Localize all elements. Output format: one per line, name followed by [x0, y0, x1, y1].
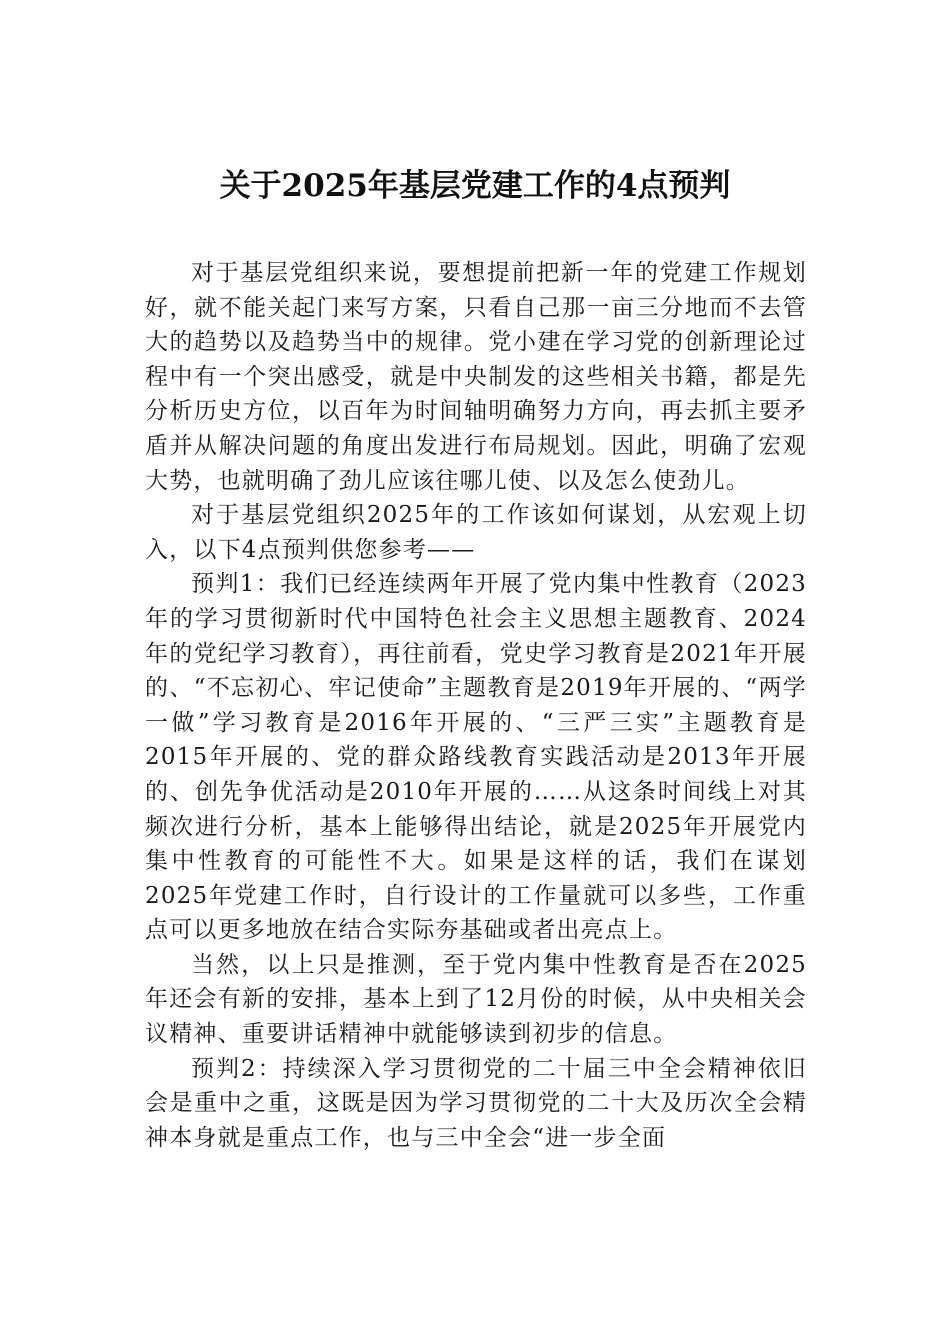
paragraph-prediction-2: 预判2：持续深入学习贯彻党的二十届三中全会精神依旧会是重中之重，这既是因为学习贯彻党的二十大及历次全会精神本身就是重点工作，也与三中全会“进一步全面 [145, 1055, 807, 1151]
document-body [145, 256, 807, 1155]
document-title: 关于2025年基层党建工作的4点预判 [219, 168, 731, 204]
paragraph-intro: 对于基层党组织来说，要想提前把新一年的党建工作规划好，就不能关起门来写方案，只看自己那一亩三分地而不去管大的趋势以及趋势当中的规律。党小建在学习党的创新理论过程中有一个突出感受，就是中央制发的这些相关书籍，都是先分析历史方位，以百年为时间轴明确努力方向，再去抓主要矛盾并从解决问题的角度出发进行布局规划。因此，明确了宏观大势，也就明确了劲儿应该往哪儿使、以及怎么使劲儿。 [145, 260, 807, 494]
paragraph-prediction-1-note: 当然，以上只是推测，至于党内集中性教育是否在2025年还会有新的安排，基本上到了12月份的时候，从中央相关会议精神、重要讲话精神中就能够读到初步的信息。 [145, 951, 807, 1048]
paragraph-lead-in: 对于基层党组织2025年的工作该如何谋划，从宏观上切入，以下4点预判供您参考—— [145, 502, 807, 563]
paragraph-prediction-1: 预判1：我们已经连续两年开展了党内集中性教育（2023年的学习贯彻新时代中国特色社会主义思想主题教育、2024年的党纪学习教育），再往前看，党史学习教育是2021年开展的、“不忘初心、牢记使命”主题教育是2019年开展的、“两学一做”学习教育是2016年开展的、“三严三实”主题教育是2015年开展的、党的群众路线教育实践活动是2013年开展的、创先争优活动是2010年开展的……从这条时间线上对其频次进行分析，基本上能够得出结论，就是2025年开展党内集中性教育的可能性不大。如果是这样的话，我们在谋划2025年党建工作时，自行设计的工作量就可以多些，工作重点可以更多地放在结合实际夯基础或者出亮点上。 [145, 571, 807, 944]
